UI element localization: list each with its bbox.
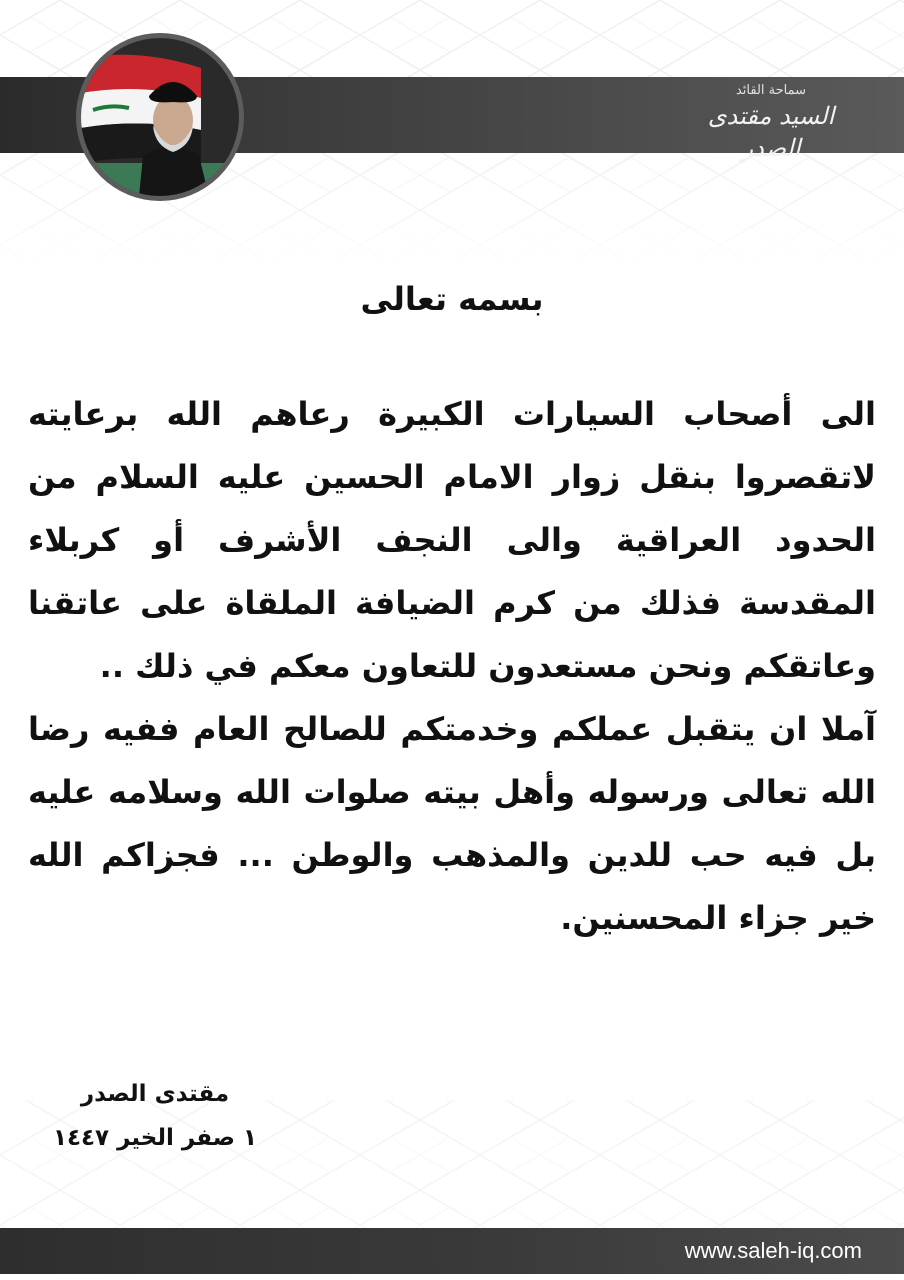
signature-block xyxy=(40,1072,270,1160)
document-body xyxy=(28,383,876,950)
logo-name: السيد مقتدى الصدر xyxy=(707,102,835,162)
paragraph-2: آملا ان يتقبل عملكم وخدمتكم للصالح العام ففيه رضا الله تعالى ورسوله وأهل بيته صلوات الله وسلامه عليه بل فيه حب للدين والمذهب والوطن ... فجزاكم الله خير جزاء المحسنين. xyxy=(28,710,876,937)
logo-title: سماحة القائد xyxy=(735,83,807,98)
signature-name: مقتدى الصدر xyxy=(80,1081,230,1107)
portrait-photo xyxy=(76,33,244,201)
signature-date: ١ صفر الخير ١٤٤٧ xyxy=(52,1125,258,1151)
document-heading: بسمه تعالى xyxy=(360,280,544,318)
footer-website: www.saleh-iq.com xyxy=(684,1238,862,1263)
header-logo xyxy=(676,80,866,162)
paragraph-1: الى أصحاب السيارات الكبيرة رعاهم الله برعايته لاتقصروا بنقل زوار الامام الحسين عليه السلام من الحدود العراقية والى النجف الأشرف أو كربلاء المقدسة فذلك من كرم الضيافة الملقاة على عاتقنا وعاتقكم ونحن مستعدون للتعاون معكم في ذلك .. xyxy=(28,395,876,685)
